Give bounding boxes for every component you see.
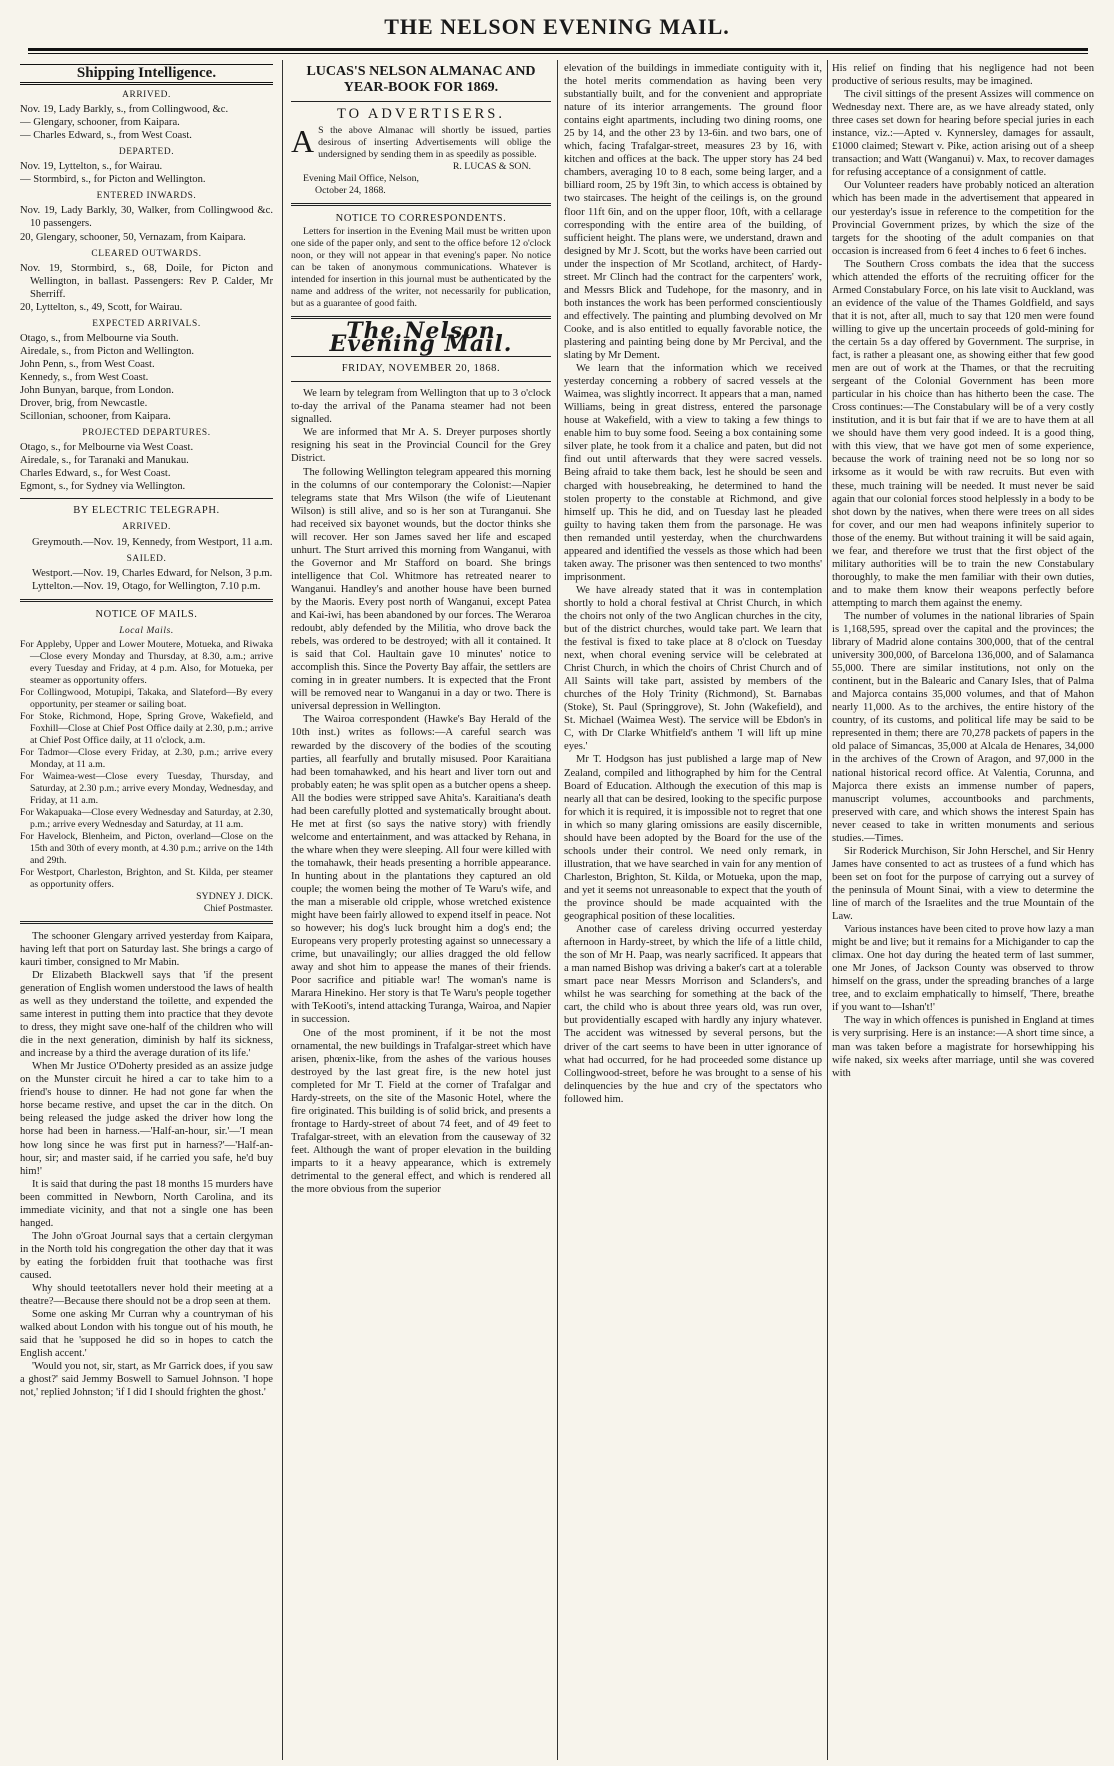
list-item: Drover, brig, from Newcastle.: [20, 398, 148, 410]
article-paragraph: The following Wellington telegram appeared this morning in the columns of our contemporary the Colonist:—Napier telegrams state that Mrs Wilson (the wife of Lieutenant Wilson) is still alive, and so is her son at Turanganui. She had received six bayonet wounds, but the doctor thinks she will recover. Her son James saved her life and escaped unhurt. The Sturt arrived this morning from Wanganui, with the Governor and Mr Stafford on board. She brings intelligence that Col. Whitmore has retreated nearer to Wanganui. Handley's and another house have been burned by the Maoris. Every post north of Wanganui, except Patea and Kai-iwi, has been abandoned by our forces. The Weraroa redoubt, ably defended by the Militia, who drove back the rebels, was ordered to be destroyed; with all it contained. It is said that Col. Haultain gave 10 minutes' notice to accomplish this. Since the Poverty Bay affair, the settlers are coming in in greater numbers. It is expected that the Front will be removed near to Wanganui in a day or two. There is universal depression in Wellington.: [291, 466, 551, 713]
list-item: For Havelock, Blenheim, and Picton, overland—Close on the 15th and 30th of every month, at 4.30 p.m.; arrive on the 14th and 29th.: [20, 830, 273, 866]
list-item: For Stoke, Richmond, Hope, Spring Grove, Wakefield, and Foxhill—Close at Chief Post Office daily at 2.30, p.m.; arrive at Chief Post Office daily, at 11 o'clock, a.m.: [20, 710, 273, 746]
editorial-dateline: FRIDAY, NOVEMBER 20, 1868.: [341, 363, 501, 375]
column-rule: [282, 60, 283, 1760]
divider: [20, 498, 273, 499]
shipping-arrived-list: [20, 103, 273, 142]
article-paragraph: The Southern Cross combats the idea that the success which attended the efforts of the recruiting officer for the Armed Constabulary Force, on his late visit to Auckland, was an evidence of the value of the Thames Goldfield, and says that it is not, after all, much to say that 120 men were found willing to give up the uncertain proceeds of gold-mining for the certain 5s a day offered by Government. The surprise, in fact, is rather a pleasant one, as showing either that few good men are out of work at the Thames, or that the recruiting sergeant of the Colonial Government has been more particular in his choice than has hitherto been the case. The Cross continues:—The Constabulary will be of a very costly institution, and it is but fair that if we are to have them at all we should have them very good indeed. It is a good thing, with this view, that we have got men of some experience, because the work of training need not be so long nor so irksome as it would be with raw recruits. But even with these, much training will be needed. It must never be said again that our colonial forces stood helplessly in a body to be shot down by the natives, when there were trees on all sides for cover, and our men had weapons infinitely superior to those of the enemy. But without training it will be said again, we fear, and therefore we trust that the first object of the military authorities will be to train the new Constabulary thoroughly, to make the men familiar with their own duties, and to make them know their weapons perfectly before attempting to march them against the enemy.: [832, 258, 1094, 609]
section-subhead: ARRIVED.: [122, 90, 171, 101]
almanac-notice: [291, 125, 551, 161]
section-subhead: ARRIVED.: [122, 522, 171, 533]
list-item: For Appleby, Upper and Lower Moutere, Motueka, and Riwaka—Close every Monday and Thursday, at 8.30, a.m.; arrive every Tuesday and Friday, at 4 p.m. Also, for Motueka, per steamer as opportunity offers.: [20, 638, 273, 686]
drop-cap: A: [291, 123, 315, 160]
column-3: [564, 62, 822, 1757]
list-item: John Penn, s., from West Coast.: [20, 358, 155, 370]
advertisers-title: TO ADVERTISERS.: [337, 106, 505, 122]
list-item: Airedale, s., from Picton and Wellington.: [20, 345, 195, 357]
shipping-cleared-list: [20, 262, 273, 314]
list-item: Otago, s., for Melbourne via West Coast.: [20, 442, 194, 454]
column-rule: [557, 60, 558, 1760]
mails-list: [20, 639, 273, 891]
article-paragraph: The schooner Glengary arrived yesterday from Kaipara, having left that port on Saturday last. She brings a cargo of kauri timber, consigned to Mr Mabin.: [20, 930, 273, 968]
divider: [20, 599, 273, 602]
article-paragraph: Some one asking Mr Curran why a countryman of his walked about London with his tongue out of his mouth, he said that he 'supposed he did so in hopes to catch the English accent.': [20, 1309, 273, 1360]
shipping-projected-list: [20, 441, 273, 493]
article-paragraph: The civil sittings of the present Assizes will commence on Wednesday next. There are, as we have already stated, only three cases set down for hearing before special juries in each instance, viz.:—Apted v. Kynnersley, damages for assault, £1000 claimed; Stewart v. Pike, action arising out of a sheep transaction; and Watt (Wanganui) v. Max, to recover damages for refusing acceptance of a consignment of cattle.: [832, 89, 1094, 179]
section-subhead: ENTERED INWARDS.: [96, 191, 197, 202]
divider: [291, 101, 551, 102]
shipping-heading: Shipping Intelligence.: [20, 64, 273, 85]
list-item: Nov. 19, Lady Barkly, s., from Collingwood, &c.: [20, 104, 229, 116]
mails-heading: NOTICE OF MAILS.: [95, 608, 198, 620]
list-item: — Glengary, schooner, from Kaipara.: [20, 117, 180, 129]
article-paragraph: Dr Elizabeth Blackwell says that 'if the present generation of English women understood the laws of health as well as they understand the toilette, and expended the same interest in putting them into practice that they devote to dress, they might save one-half of the children who will die in the next generation, diminish by half its sickness, and increase by a third the average duration of its life.': [20, 969, 273, 1060]
article-paragraph: Various instances have been cited to prove how lazy a man might be and live; but it remains for a Michigander to cap the climax. One hot day during the heated term of last summer, one Mr Jones, of Jackson County was observed to throw himself on the grass, under the spreading branches of a large tree, and to exclaim emphatically to himself, 'There, breathe if you want to—Ishan't!': [832, 924, 1094, 1014]
list-item: Scillonian, schooner, from Kaipara.: [20, 411, 171, 423]
mails-signature-title: Chief Postmaster.: [203, 902, 273, 914]
list-item: John Bunyan, barque, from London.: [20, 385, 174, 397]
list-item: For Wakapuaka—Close every Wednesday and Saturday, at 2.30, p.m.; arrive every Wednesday and Saturday, at 11 a.m.: [20, 806, 273, 830]
article-paragraph: The way in which offences is punished in England at times is very surprising. Here is an instance:—A short time since, a man was taken before a magistrate for horsewhipping his wife naked, six weeks after marriage, until she was covered with: [832, 1015, 1094, 1079]
editorial-masthead: The Nelson Evening Mail.: [329, 318, 513, 358]
list-item: Otago, s., from Melbourne via South.: [20, 332, 179, 344]
divider: [291, 381, 551, 382]
article-paragraph: When Mr Justice O'Doherty presided as an assize judge on the Munster circuit he hired a car to take him to a friend's house to dinner. He had not gone far when the horse became restive, and upset the car in the ditch. On being released the judge asked the driver how long the horse had been in harness.—'Half-an-hour, sir.'—'I mean how long since he was first put in harness?'—'Half-an-hour, sir; and master said, if he carried you safe, he'd buy him!': [20, 1061, 273, 1177]
column-4: [832, 62, 1094, 1757]
column-1: [20, 62, 273, 1757]
divider: [291, 203, 551, 206]
article-paragraph: His relief on finding that his negligence had not been productive of serious results, may be imagined.: [832, 63, 1094, 88]
article-paragraph: The John o'Groat Journal says that a certain clergyman in the North told his congregation the other day that it was by eating the forbidden fruit that toothache was first caused.: [20, 1230, 273, 1281]
mails-subhead: Local Mails.: [119, 625, 174, 636]
shipping-entered-list: [20, 204, 273, 243]
article-paragraph: The Wairoa correspondent (Hawke's Bay Herald of the 10th inst.) writes as follows:—A careful search was rewarded by the discovery of the bodies of the scouting parties, all fearfully and brutally misused. Poor Karaitiana had been tomahawked, and his heart and liver torn out and probably eaten; he was split open as a butcher opens a sheep. All the bodies were stripped save Ahita's. Karaitiana's death had been carefully plotted and systematically brought about. He met at first (so says the native story) with friendly welcome and entertainment, and was attacked by Rehana, in the whare when they were sleeping. All four were killed with the tomahawk, their heads presenting a horrible appearance. In hunting about in the plantations they captured an old couple; the women being the mother of Te Waru's wife, and the man a miserable old cripple, whose wretched existence might have been fairly allowed to expend itself in peace. Not so however; his dog's luck brought him a dog's end; the Europeans very properly protesting against so unnecessary a crime, but unavailingly; our allies dragged the old fellow away and shot him to appease the manes of their friends. Poor sacrifice and pitiable war! The woman's name is Marara Hinekino. Her story is that Te Waru's people together with TeKooti's, intend attacking Turanga, Wairoa, and Napier in succession.: [291, 714, 551, 1026]
article-paragraph: Sir Roderick Murchison, Sir John Herschel, and Sir Henry James have consented to act as trustees of a fund which has been set on foot for the purpose of carrying out a survey of the peninsula of Mount Sinai, with a view to determine the line of march of the Israelites and the true Mountain of the Law.: [832, 845, 1094, 923]
article-paragraph: One of the most prominent, if it be not the most ornamental, the new buildings in Trafalgar-street which have arisen, phœnix-like, from the ashes of the various houses destroyed by the last great fire, is the new hotel just completed for Mr T. Field at the corner of Trafalgar and Hardy-streets, on the site of the Masonic Hotel, where the fire originated. This building is of solid brick, and presents a frontage to Hardy-street of about 74 feet, and of 49 feet to Trafalgar-street, with an elevation from the causeway of 32 feet. Although the want of proper elevation in the building imparts to it a heavy appearance, which is extremely detrimental to the general effect, and which is rendered all the more obvious from the superior: [291, 1027, 551, 1196]
correspondents-body: Letters for insertion in the Evening Mail must be written upon one side of the paper only, and sent to the office before 12 o'clock noon, or they will not appear in that evening's paper. No notice can be taken of anonymous communications. Whatever is intended for insertion in this journal must be authenticated by the name and address of the writer, not necessarily for publication, but as a guarantee of good faith.: [291, 226, 551, 310]
list-item: 20, Glengary, schooner, 50, Vernazam, from Kaipara.: [20, 231, 246, 243]
telegraph-arrived: Greymouth.—Nov. 19, Kennedy, from Westport, 11 a.m.: [32, 536, 273, 548]
article-paragraph: We are informed that Mr A. S. Dreyer purposes shortly resigning his seat in the Provincial Council for the Grey District.: [291, 427, 551, 465]
telegraph-sailed: Westport.—Nov. 19, Charles Edward, for Nelson, 3 p.m.: [32, 567, 273, 579]
list-item: Nov. 19, Lyttelton, s., for Wairau.: [20, 161, 163, 173]
list-item: — Stormbird, s., for Picton and Wellington.: [20, 174, 206, 186]
list-item: Egmont, s., for Sydney via Wellington.: [20, 481, 186, 493]
telegraph-sailed: Lyttelton.—Nov. 19, Otago, for Wellington, 7.10 p.m.: [32, 580, 261, 592]
masthead-rule: [28, 48, 1088, 54]
article-paragraph: It is said that during the past 18 months 15 murders have been committed in Newborn, North Carolina, and its immediate vicinity, and that not a single one has been hanged.: [20, 1178, 273, 1229]
list-item: For Collingwood, Motupipi, Takaka, and Slateford—By every opportunity, per steamer or sailing boat.: [20, 686, 273, 710]
divider: [20, 921, 273, 924]
list-item: — Charles Edward, s., from West Coast.: [20, 130, 192, 142]
almanac-title: LUCAS'S NELSON ALMANAC AND YEAR-BOOK FOR 1869.: [306, 64, 536, 95]
list-item: Airedale, s., for Taranaki and Manukau.: [20, 455, 189, 467]
almanac-office: Evening Mail Office, Nelson,: [303, 173, 419, 185]
article-paragraph: Mr T. Hodgson has just published a large map of New Zealand, compiled and lithographed by him for the Central Board of Education. Although the execution of this map is nearly all that can be desired, looking to the specific purpose for which it is required, it is impossible not to regret that one in which so many glaring omissions are easily discernible, should have been adopted by the Board for the use of the schools under their control. We need only remark, in illustration, that we have searched in vain for any mention of Charleston, Brighton, St. Kilda, or Motueka, upon the map, and yet it seems not unreasonable to expect that the youth of the province should be made acquainted with the geographical position of these localities.: [564, 754, 822, 923]
list-item: Nov. 19, Stormbird, s., 68, Doile, for Picton and Wellington, in ballast. Passengers: Rev P. Calder, Mr Sherriff.: [20, 262, 273, 300]
list-item: Nov. 19, Lady Barkly, 30, Walker, from Collingwood &c. 10 passengers.: [20, 205, 273, 230]
column-rule: [827, 60, 828, 1760]
list-item: Kennedy, s., from West Coast.: [20, 371, 149, 383]
section-subhead: CLEARED OUTWARDS.: [91, 248, 202, 259]
almanac-body: S the above Almanac will shortly be issued, parties desirous of inserting Advertisements will oblige the undersigned by sending them in as speedily as possible.: [318, 125, 551, 161]
list-item: For Tadmor—Close every Friday, at 2.30, p.m.; arrive every Monday, at 11 a.m.: [20, 746, 273, 770]
article-paragraph: 'Would you not, sir, start, as Mr Garrick does, if you saw a ghost?' said Jemmy Boswell to Samuel Johnson. 'I hope not,' replied Johnston; 'if I did I should frighten the ghost.': [20, 1361, 273, 1399]
correspondents-title: NOTICE TO CORRESPONDENTS.: [335, 213, 507, 225]
article-paragraph: We learn that the information which we received yesterday concerning a robbery of sacred vessels at the Waimea, was slightly incorrect. It appears that a man, named Williams, being in great distress, entered the parsonage house at Wakefield, with a view to taking a few things to enable him to buy some food. Seeing a box containing some silver plate, he took from it a chalice and paten, but did not find out until afterwards that they were sacred vessels. Being afraid to take them back, lest he should be seen and charged with housebreaking, he determined to hand the stolen property to the constable at Richmond, and give himself up. This he did, and on Tuesday last he pleaded guilty to having taken them from the parsonage. He was then remanded until yesterday, when the churchwardens appeared and identified the vessels as those which had been taken away. The prisoner was then sentenced to two months' imprisonment.: [564, 363, 822, 583]
article-paragraph: Our Volunteer readers have probably noticed an alteration which has been made in the advertisement that appeared in our yesterday's issue in reference to the competition for the Provincial Government prizes, by which the size of the targets for the shooting of the adult companies on that occasion is increased from 6 feet 4 inches to 6 feet 6 inches.: [832, 180, 1094, 257]
article-paragraph: We learn by telegram from Wellington that up to 3 o'clock to-day the arrival of the Panama steamer had not been signalled.: [291, 388, 551, 426]
article-paragraph: Another case of careless driving occurred yesterday afternoon in Hardy-street, by which the life of a little child, the son of Mr H. Paap, was nearly sacrificed. It appears that a man named Bishop was driving a baker's cart at a tolerable smart pace near Messrs Morrison and Sclanders's, and whilst he was searching for something at the back of the cart, the child who is about three years old, was run over, but providentially escaped with hardly any injury whatever. The accident was witnessed by several persons, but the driver of the cart seems to have been in utter ignorance of what had occurred, for he had proceeded some distance up Collingwood-street, before he was brought to a sense of his delinquencies by the hue and cry of the spectators who followed him.: [564, 924, 822, 1105]
list-item: For Westport, Charleston, Brighton, and St. Kilda, per steamer as opportunity offers.: [20, 866, 273, 890]
section-subhead: PROJECTED DEPARTURES.: [82, 428, 211, 439]
list-item: Charles Edward, s., for West Coast.: [20, 468, 171, 480]
masthead: THE NELSON EVENING MAIL.: [384, 14, 730, 39]
list-item: 20, Lyttelton, s., 49, Scott, for Wairau.: [20, 301, 183, 313]
section-subhead: SAILED.: [126, 553, 167, 564]
shipping-expected-list: [20, 332, 273, 423]
column-2: [291, 62, 551, 1757]
almanac-date: October 24, 1868.: [315, 185, 386, 197]
article-paragraph: We have already stated that it was in contemplation shortly to hold a choral festival at Christ Church, in which the choirs not only of the two Anglican churches in the city, but of the district churches, would take part. We learn that the festival is fixed to take place at 8 o'clock on Tuesday next, when choral evening service will be celebrated at Christ Church, in which the choirs of Christ Church and of All Saints will take part, assisted by members of the churches of the Holy Trinity (Richmond), St. Barnabas (Stoke), St. Paul (Springgrove), St. John (Wakefield), and St. Michael (Waimea West). The service will be Ebdon's in C, with Dr Clarke Whitfield's anthem 'I will lift up mine eyes.': [564, 584, 822, 753]
list-item: For Waimea-west—Close every Tuesday, Thursday, and Saturday, at 2.30 p.m.; arrive every Monday, Wednesday, and Friday, at 11 a.m.: [20, 770, 273, 806]
article-paragraph: Why should teetotallers never hold their meeting at a theatre?—Because there should not be a drop seen at them.: [20, 1283, 273, 1308]
section-subhead: DEPARTED.: [118, 147, 175, 158]
section-subhead: EXPECTED ARRIVALS.: [92, 318, 201, 329]
article-paragraph: The number of volumes in the national libraries of Spain is 1,168,595, spread over the capital and the provinces; the library of Madrid alone contains 300,000, that of the central university 300,000, of Barcelona 136,000, and of Salamanca 55,000. There are similar institutions, not only on the continent, but in the Balearic and Canary Isles, that of Palma and Majorca contains 35,000 volumes, and that of Mahon nearly 11,000. As to the archives, the entire history of the country, of its customs, and political life may be said to be represented in them; there are 70,278 packets of papers in the old palace of Simancas, 35,000 at Alcala de Henares, 34,000 in the archives of the Crown of Aragon, and 97,000 in the national historical record office. At Valentia, Corunna, and Majorca there exists an immense number of papers, manuscript volumes, accountbooks and parchments, preserved with care, and which shows the interest Spain has never ceased to take in written monuments and serious studies.—Times.: [832, 610, 1094, 844]
shipping-departed-list: [20, 160, 273, 186]
article-paragraph: elevation of the buildings in immediate contiguity with it, the hotel merits commendation as having been very substantially built, and for the convenient and appropriate nature of its interior arrangements. The ground floor contains eight apartments, including two dining rooms, one 25 by 14, and the other 23 by 13-6in. and two bars, one of which, facing Trafalgar-street, measures 23 by 16, with kitchen and offices at the back. The upper story has 24 bed chambers, averaging 10 to 8 each, some being larger, and a billiard room, 25 by 19ft 3in, to which access is obtained by two staircases. The height of the ceilings is, on the ground floor 11ft 6in, and on the upper floor, 10ft, with a cellarage corresponding with the entire area of the building, of sufficient height. The plans were, we understand, drawn and designed by Mr J. Scott, but the works have been carried out under the inspection of Mr Scotland, architect, of Hardy-street. Mr Clinch had the contract for the carpenters' work, and Messrs Blick and Tudehope, for the masonry, and in both instances the work has been performed conscientiously and effectively. The painting and plumbing devolved on Mr Cooke, and is also entitled to equally favorable notice, the plastering and painting being done by Mr Percival, and the slating by Mr Dement.: [564, 63, 822, 362]
mails-signature: SYDNEY J. DICK.: [196, 890, 273, 902]
almanac-signer: R. LUCAS & SON.: [452, 161, 531, 173]
telegraph-heading: BY ELECTRIC TELEGRAPH.: [73, 505, 220, 517]
